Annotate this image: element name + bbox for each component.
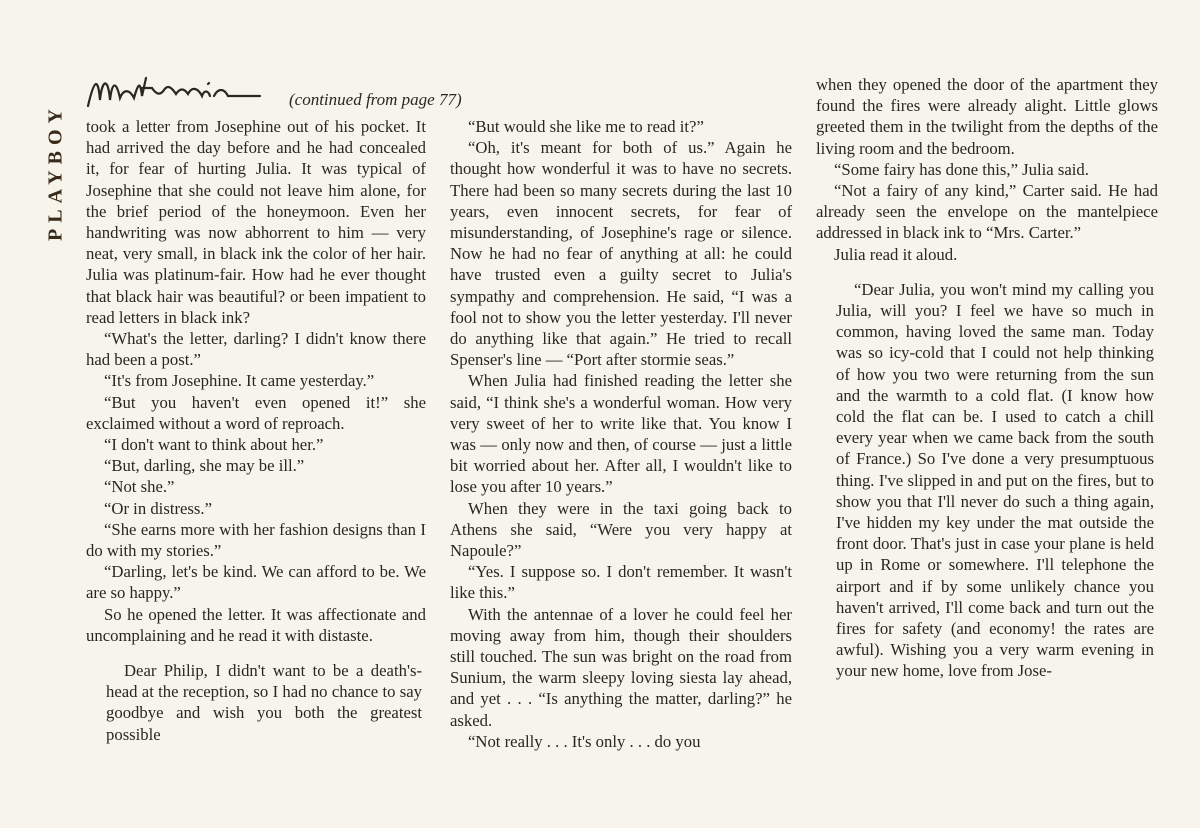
paragraph: “But, darling, she may be ill.”: [104, 456, 305, 476]
letter-text: “Dear Julia, you won't mind my calling you Julia, will you? I feel we have so much in common, having loved the same man. Today was so icy-cold that I could not help thinking of how you two were returning from the sun and the warmth to a cold flat. (I know how cold the flat can be. I used to catch a chill every year when we came back from the south of France.) So I've done a very presumptuous thing. I've slipped in and put on the fires, but to show you that I'll never do such a thing again, I've hidden my key under the mat outside the front door. That's just in case your plane is held up in Rome or somewhere. I'll telephone the airport and if by some unlikely chance you haven't arrived, I'll come back and turn out the fires for safety (and economy! the rates are awful). Wishing you a very warm evening in your new home, love from Jose-: [836, 279, 1154, 681]
paragraph: “Some fairy has done this,” Julia said.: [834, 159, 1089, 179]
paragraph: “Not really . . . It's only . . . do you: [468, 731, 701, 751]
paragraph: “But you haven't even opened it!” she exclaimed without a word of reproach.: [86, 392, 426, 433]
paragraph: “Not she.”: [104, 477, 175, 497]
paragraph: “I don't want to think about her.”: [104, 435, 324, 455]
paragraph: So he opened the letter. It was affectionate and uncomplaining and he read it with distaste.: [86, 604, 426, 645]
quoted-letter: [816, 279, 1158, 682]
magazine-name: PLAYBOY: [44, 103, 67, 241]
column-1: [86, 116, 426, 745]
paragraph: “Not a fairy of any kind,” Carter said. He had already seen the envelope on the mantelpiece addressed in black ink to “Mrs. Carter.”: [816, 181, 1158, 243]
paragraph: “Oh, it's meant for both of us.” Again he thought how wonderful it was to have no secrets. There had been so many secrets during the last 10 years, even innocent secrets, for fear of misunderstanding, of Josephine's rage or silence. Now he had no fear of anything at all: he could have trusted even a guilty secret to Julia's sympathy and comprehension. He said, “I was a fool not to show you the letter yesterday. I'll never do anything like that again.” He tried to recall Spenser's line — “Port after stormie seas.”: [450, 138, 792, 370]
mortmain-logo-icon: [84, 70, 279, 114]
column-3: [816, 74, 1158, 682]
letter-text: Dear Philip, I didn't want to be a death's-head at the reception, so I had no chance to say goodbye and wish you both the greatest possible: [106, 661, 422, 744]
continued-from-line: (continued from page 77): [289, 90, 462, 109]
paragraph: With the antennae of a lover he could feel her moving away from him, though their shoulders still touched. The sun was bright on the road from Sunium, the warm sleepy loving siesta lay ahead, and yet . . . “Is anything the matter, darling?” he asked.: [450, 604, 792, 730]
paragraph: “It's from Josephine. It came yesterday.”: [104, 371, 375, 391]
paragraph: “Yes. I suppose so. I don't remember. It wasn't like this.”: [450, 562, 792, 603]
paragraph: “But would she like me to read it?”: [468, 117, 704, 136]
paragraph: When Julia had finished reading the letter she said, “I think she's a wonderful woman. How very very sweet of her to write like that. You know I was — only now and then, of course — just a little bit worried about her. After all, I wouldn't like to lose you after 10 years.”: [450, 371, 792, 497]
playboy-vertical-logo: [36, 72, 76, 272]
paragraph: When they were in the taxi going back to Athens she said, “Were you very happy at Napoule?”: [450, 498, 792, 561]
paragraph: Julia read it aloud.: [834, 244, 958, 264]
paragraph: “She earns more with her fashion designs than I do with my stories.”: [86, 519, 426, 561]
paragraph: “Or in distress.”: [104, 498, 212, 518]
paragraph: when they opened the door of the apartment they found the fires were already alight. Little glows greeted them in the twilight from the depths of the living room and the bedroom.: [816, 75, 1158, 158]
column-2: [450, 116, 792, 752]
paragraph: “What's the letter, darling? I didn't know there had been a post.”: [86, 329, 426, 370]
paragraph: “Darling, let's be kind. We can afford to be. We are so happy.”: [86, 562, 426, 603]
quoted-letter: [86, 660, 426, 745]
paragraph: took a letter from Josephine out of his pocket. It had arrived the day before and he had concealed it, for fear of hurting Julia. It was typical of Josephine that she could not leave him alone, for the brief period of the honeymoon. Even her handwriting was now abhorrent to him — very neat, very small, in black ink the color of her hair. Julia was platinum-fair. How had he ever thought that black hair was beautiful? or been impatient to read letters in black ink?: [86, 117, 426, 327]
